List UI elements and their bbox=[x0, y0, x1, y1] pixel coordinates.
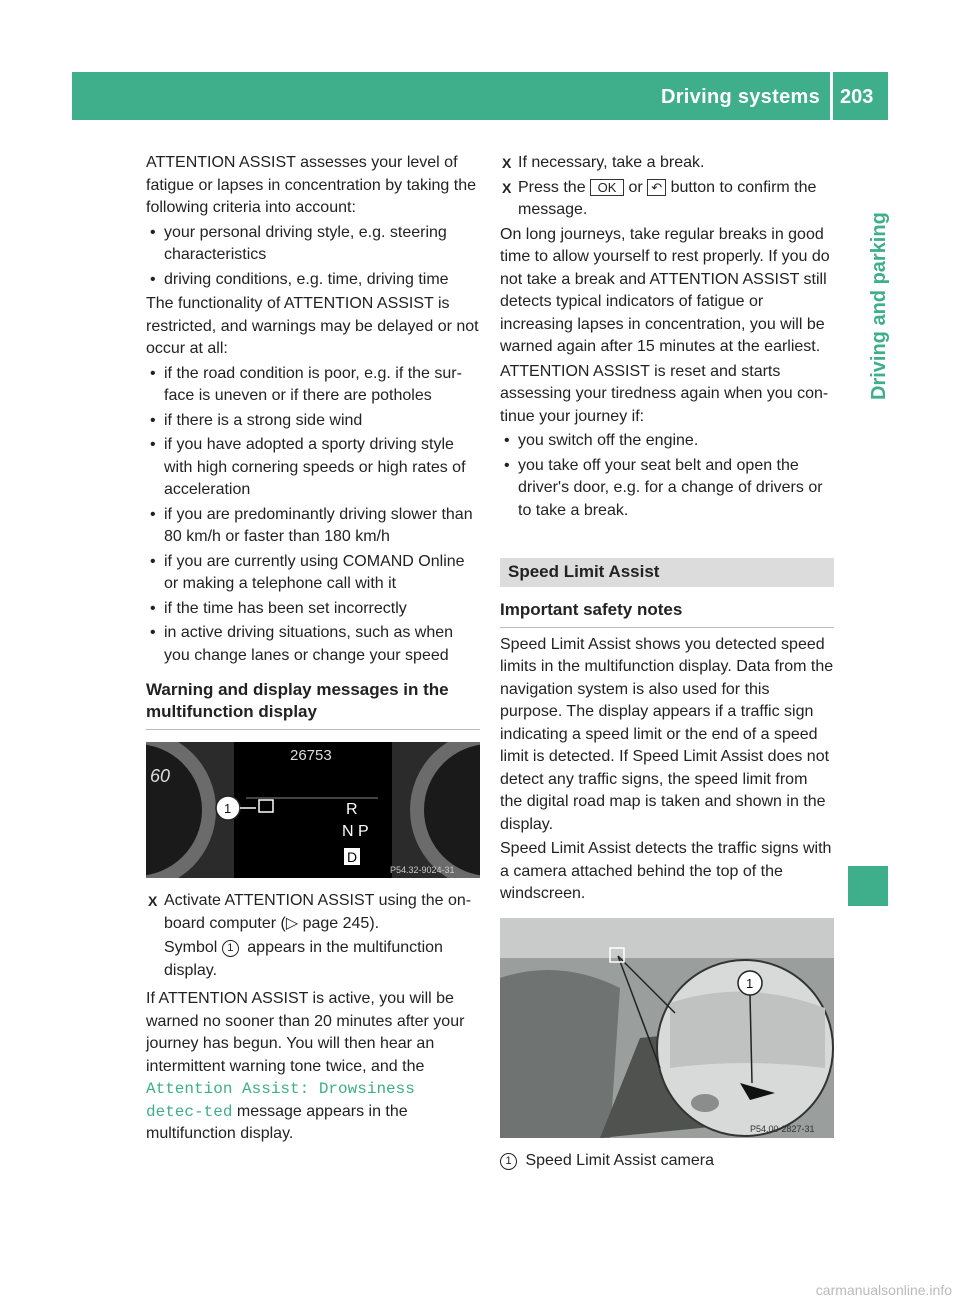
restrict-text: The functionality of ATTENTION ASSIST is restricted, and warnings may be delayed or not occur at all: bbox=[146, 295, 479, 357]
header-separator bbox=[830, 72, 833, 120]
step2-post: button to confirm the message. bbox=[518, 178, 817, 218]
gear-np: N P bbox=[342, 823, 369, 840]
camera-figure bbox=[500, 918, 834, 1138]
section-heading: Warning and display messages in the multifunction display bbox=[146, 679, 480, 730]
figure-caption bbox=[500, 1150, 834, 1173]
sla-camera-text: Speed Limit Assist detects the traffic signs with a camera attached behind the top of the windscreen. bbox=[500, 840, 832, 902]
list-item: • if the road condition is poor, e.g. if the sur-face is uneven or if there are potholes bbox=[146, 363, 480, 408]
active-text-pre: If ATTENTION ASSIST is active, you will be warned no sooner than 20 minutes after your journey has begun. You will then hear an intermittent warning tone twice, and the bbox=[146, 990, 465, 1075]
list-item: • if you are predominantly driving slower than 80 km/h or faster than 180 km/h bbox=[146, 504, 480, 549]
cluster-display-illustration bbox=[146, 742, 480, 878]
list-item: • in active driving situations, such as when you change lanes or change your speed bbox=[146, 622, 480, 667]
section-title: Speed Limit Assist bbox=[500, 558, 834, 587]
step2-mid: or bbox=[628, 178, 643, 196]
symbol-pre: Symbol bbox=[164, 939, 218, 956]
instruction-step: X Activate ATTENTION ASSIST using the on-board computer (▷ page 245). bbox=[146, 890, 480, 935]
cluster-display-figure bbox=[146, 742, 480, 878]
symbol-post: appears in the multifunction display. bbox=[164, 939, 443, 979]
list-item: • you switch off the engine. bbox=[500, 430, 834, 453]
ok-key-icon: OK bbox=[590, 179, 624, 196]
instruction-step: X If necessary, take a break. bbox=[500, 152, 834, 175]
figure-code: P54.32-9024-31 bbox=[390, 865, 455, 875]
gear-r: R bbox=[346, 801, 358, 818]
footer-watermark: carmanualsonline.info bbox=[815, 1282, 952, 1298]
camera-illustration bbox=[500, 918, 834, 1138]
odometer-readout: 26753 bbox=[290, 747, 332, 764]
reset-text: ATTENTION ASSIST is reset and starts assessing your tiredness again when you con-tinue your journey if: bbox=[500, 362, 829, 425]
sla-description: Speed Limit Assist shows you detected speed limits in the multifunction display. Data from the navigation system is also used for this purpose. The display appears if a traffic sign indicating a speed limit or the end of a speed limit is detected. If Speed Limit Assist does not detect any traffic signs, the speed limit from the digital road map is taken and shown in the display. bbox=[500, 635, 834, 833]
intro-text: ATTENTION ASSIST assesses your level of fatigue or lapses in concentration by taking the following criteria into account: bbox=[146, 154, 476, 216]
page-header-title: Driving systems bbox=[660, 86, 820, 108]
back-key-icon: ↶ bbox=[647, 179, 666, 196]
gear-d: D bbox=[347, 849, 358, 865]
message-text: Attention Assist: Drowsiness detec‐ted bbox=[146, 1080, 415, 1121]
caption-text: Speed Limit Assist camera bbox=[525, 1151, 714, 1169]
page-number: 203 bbox=[840, 86, 874, 108]
list-item: • if there is a strong side wind bbox=[146, 410, 480, 433]
section-side-tab: Driving and parking bbox=[868, 212, 890, 400]
figure-code: P54.00-2827-31 bbox=[750, 1123, 815, 1134]
active-text bbox=[146, 988, 480, 1146]
long-journeys-text: On long journeys, take regular breaks in good time to allow yourself to rest properly. If you do not take a break and ATTENTION ASSIST still detects typical indicators of fatigue or increasing lapses in concentration, you will be warned again after 15 minutes at the earliest. bbox=[500, 225, 830, 355]
left-column bbox=[146, 152, 480, 1148]
instruction-step bbox=[500, 177, 834, 222]
speedo-label: 60 bbox=[150, 766, 171, 786]
callout-number: 1 bbox=[224, 801, 232, 816]
list-item: • your personal driving style, e.g. steering characteristics bbox=[146, 222, 480, 267]
list-item: • you take off your seat belt and open the driver's door, e.g. for a change of drivers or to take a break. bbox=[500, 455, 834, 523]
list-item: • if you have adopted a sporty driving style with high cornering speeds or high rates of acceleration bbox=[146, 434, 480, 502]
list-item: • if the time has been set incorrectly bbox=[146, 598, 480, 621]
symbol-line bbox=[146, 937, 480, 982]
right-column bbox=[500, 152, 834, 1172]
callout-1-inline: 1 bbox=[500, 1153, 517, 1170]
list-item: • driving conditions, e.g. time, driving time bbox=[146, 269, 480, 292]
callout-1-inline: 1 bbox=[222, 940, 239, 957]
list-item: • if you are currently using COMAND Online or making a telephone call with it bbox=[146, 551, 480, 596]
subsection-heading: Important safety notes bbox=[500, 599, 834, 628]
active-text-post: message appears in the multifunction display. bbox=[146, 1102, 408, 1142]
section-marker bbox=[848, 866, 888, 906]
callout-number: 1 bbox=[746, 975, 754, 991]
step2-pre: Press the bbox=[518, 178, 586, 196]
